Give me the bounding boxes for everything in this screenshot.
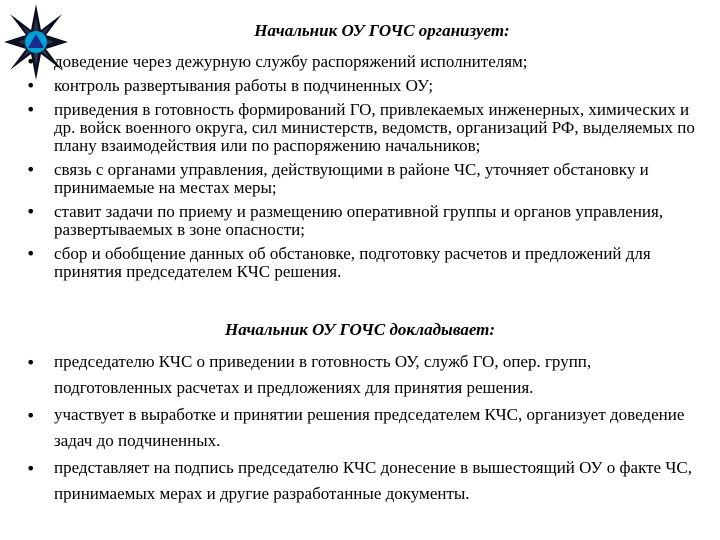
list-item: • контроль развертывания работы в подчиненных ОУ; [26,76,434,95]
list-item: • доведение через дежурную службу распоряжений исполнителям; [26,52,528,71]
list-item: • связь с органами управления, действующими в районе ЧС, уточняет обстановку и принимаемые на местах меры; [26,160,649,197]
reports-list [0,349,720,508]
list-item: • сбор и обобщение данных об обстановке, подготовку расчетов и предложений для принятия председателем КЧС решения. [26,244,651,281]
list-item: • ставит задачи по приему и размещению оперативной группы и органов управления, развертываемых в зоне опасности; [26,202,664,239]
list-item: • приведения в готовность формирований ГО, привлекаемых инженерных, химических и др. войск военного округа, сил министерств, ведомств, организаций РФ, выделяемых по плану взаимодействия или по распоряжению начальников; [26,100,695,155]
list-item: • председателю КЧС о приведении в готовность ОУ, служб ГО, опер. групп, подготовленных расчетах и предложениях для принятия решения. [26,352,592,397]
section-title-organizes: Начальник ОУ ГОЧС организует: [254,21,510,40]
section-title-reports: Начальник ОУ ГОЧС докладывает: [224,320,496,339]
list-item: • представляет на подпись председателю КЧС донесение в вышестоящий ОУ о факте ЧС, принимаемых мерах и другие разработанные документы. [26,458,692,503]
list-item: • участвует в выработке и принятии решения председателем КЧС, организует доведение задач до подчиненных. [26,405,685,450]
organizes-list [0,53,720,287]
